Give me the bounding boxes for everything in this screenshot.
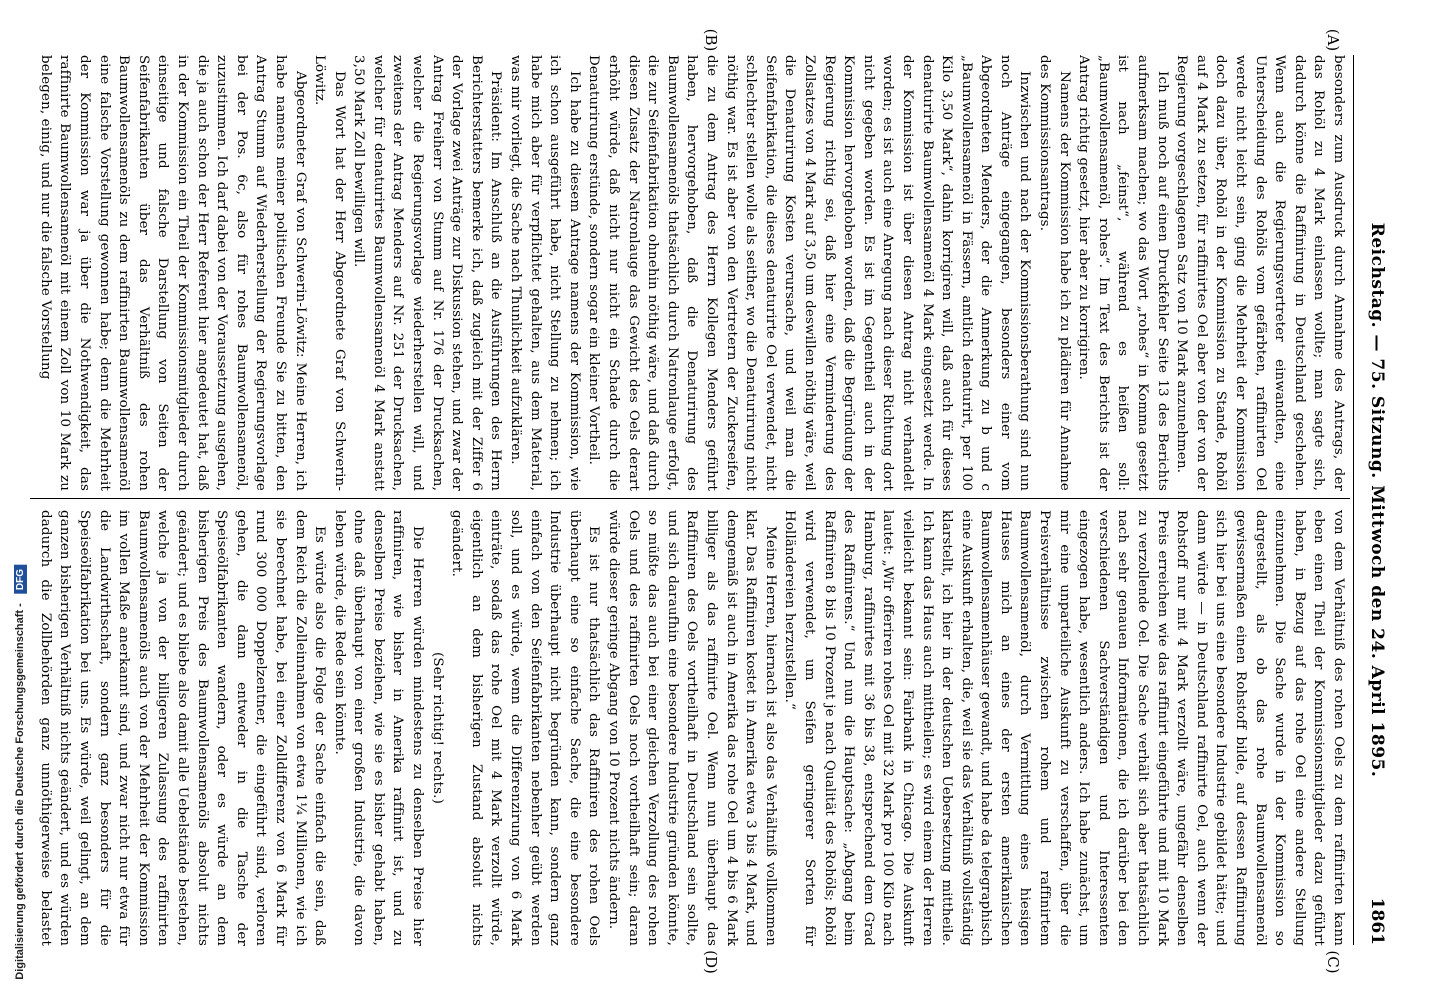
paragraph: Ich muß noch auf einen Druckfehler Seite 13 des Berichts aufmerksam machen; wo das Wort „rohes“ in Komma gesetzt ist nach „feinst“, während es heißen soll: „Baumwollensamenöl, rohes“. Im Text des Berichts ist der Antrag richtig gesetzt, hier aber zu korrigiren. <box>1076 55 1170 491</box>
running-head: Reichstag. — 75. Sitzung. Mittwoch den 24. April 1895. <box>1367 222 1387 778</box>
right-column <box>38 510 1348 946</box>
page-header <box>1360 55 1394 945</box>
digitization-text: Digitalisierung gefördert durch die Deutsche Forschungsgemeinschaft - <box>14 603 27 980</box>
paragraph: Die Herren würden mindestens zu denselben Preise hier raffiniren, wie bisher in Amerika raffinirt ist, und zu denselben Preise beziehen, wie sie es bisher gehabt haben, ohne daß überhaupt von einer großen Industrie, die davon leben würde, die Rede sein könnte. <box>331 510 426 946</box>
paragraph: Inzwischen und nach der Kommissionsberathung sind nun noch Anträge eingegangen, besonders einer vom Abgeordneten Menders, der die Anmerkung zu b und c „Baumwollensamenöl in Fässern, amtlich denaturirt, per 100 Kilo 3,50 Mark“, dahin korrigiren will, daß auch für dieses denaturirte Baumwollensamenöl 4 Mark eingesetzt werde. In der Kommission ist über diesen Antrag nicht verhandelt worden; es ist auch eine Anregung nach dieser Richtung dort nicht gegeben worden. Es ist im Gegentheil auch in der Kommission hervorgehoben worden, daß die Begründung der Regierung richtig sei, daß hier eine Verminderung des Zollsatzes von 4 Mark auf 3,50 um deswillen nöthig wäre, weil die Denaturirung Kosten verursache, und weil man die Seifenfabrikation, die dieses denaturirte Oel verwendet, nicht schlechter stellen wolle als seither, wo die Denaturirung nicht nöthig war. Es ist aber von den Vertretern der Zuckerseifen, die zu dem Antrag des Herrn Kollegen Menders geführt haben, hervorgehoben, daß die Denaturirung des Baumwollensamenöls thatsächlich durch Natronlauge erfolgt, die zur Seifenfabrikation ohnehin nöthig wäre, und daß durch diesen Zusatz der Natronlauge das Gewicht des Oels derart erhöht würde, daß nicht nur nicht ein Schade durch die Denaturirung erstünde, sondern sogar ein kleiner Vortheil. <box>586 55 1033 491</box>
left-column <box>38 55 1348 491</box>
margin-mark-c: (C) <box>1324 950 1342 974</box>
digitization-notice <box>6 20 36 980</box>
paragraph: Das Wort hat der Herr Abgeordnete Graf von Schwerin-Löwitz. <box>312 55 347 491</box>
paragraph: Es ist nur thatsächlich das Raffiniren des rohen Oels überhaupt eine so einfache Sache, die eine besondere Industrie überhaupt nicht begründen kann, sondern ganz einfach von den Seifenfabrikanten nebenher geübt werden soll, und es würde, wenn die Differenzirung von 6 Mark einträte, sodaß das rohe Oel mit 4 Mark verzollt würde, eigentlich an dem bisherigen Zustand absolut nichts geändert. <box>449 510 602 946</box>
header-rule <box>1353 55 1354 945</box>
paragraph: Abgeordneter Graf von Schwerin-Löwitz: Meine Herren, ich habe namens meiner politischen Freunde Sie zu bitten, den Antrag Stumm auf Wiederherstellung der Regierungsvorlage bei der Pos. 6c, also für rohes Baumwollensamenöl, zuzustimmen. Ich darf dabei von der Voraussetzung ausgehen, die ja auch schon der Herr Referent hier angedeutet hat, daß in der Kommission ein Theil der Kommissionsmitglieder durch einseitige und falsche Darstellung von Seiten der Seifenfabrikanten über das Verhältniß des rohen Baumwollensamenöls zu dem raffinirten Baumwollensamenöl eine falsche Vorstellung gewonnen habe; denn die Mehrheit der Kommission war ja über die Nothwendigkeit, das raffinirte Baumwollensamenöl mit einem Zoll von 10 Mark zu belegen, einig, und nur die falsche Vorstellung <box>38 55 308 491</box>
paragraph: Es würde also die Folge der Sache einfach die sein, daß dem Reich die Zolleinnahmen von etwa 1¼ Millionen, wie ich sie berechnet habe, bei einer Zolldifferenz von 6 Mark für rund 300 000 Doppelzentner, die eingeführt sind, verloren gehen, die dann entweder in die Tasche der Speiseölfabrikanten wandern, oder es würde an dem bisherigen Preis des Baumwollensamenöls absolut nichts geändert; und es bliebe also damit alle Uebelstände bestehen, welche ja von der billigeren Zulassung des raffinirten Baumwollensamenöls auch von der Mehrheit der Kommission im vollen Maße anerkannt sind, und zwar nicht nur etwa für die Landwirthschaft, sondern ganz besonders für die Speiseölfabrikation bei uns. Es würde, weil gelingt, an dem ganzen bisherigen Verhältniß nichts geändert, und es würden dadurch die Zollbehörden ganz unnöthigerweise belastet <box>38 510 328 946</box>
margin-mark-b: (B) <box>702 28 720 52</box>
paragraph: von dem Verhältniß des rohen Oels zu dem raffinirten kann eben einen Theil der Kommissionsmitglieder dazu geführt haben, in Bezug auf das rohe Oel eine andere Stellung einzunehmen. Die Sache wurde in der Kommission so dargestellt, als ob das rohe Baumwollensamenöl gewissermaßen einen Rohstoff bilde, auf dessen Raffinirung sich hier bei uns eine besondere Industrie gebildet hätte; und dann würde — in Deutschland raffinirte Oel, auch wenn der Rohstoff nur mit 4 Mark verzollt wäre, ungefähr denselben Preis erreichen wie das raffinirt eingeführte und mit 10 Mark zu verzollende Oel. Die Sache verhält sich aber thatsächlich nach sehr genauen Informationen, die ich darüber bei den verschiedenen Sachverständigen und Interessenten eingezogen habe, wesentlich anders. Ich habe zunächst, um mir eine unparteiliche Auskunft zu verschaffen, über die Preisverhältnisse zwischen rohem und raffinirtem Baumwollensamenöl, durch Vermittlung eines hiesigen Hauses mich an eines der ersten amerikanischen Baumwollensamenhäuser gewandt, und habe da telegraphisch eine Auskunft erhalten, die, weil sie das Verhältniß vollständig klarstellt, ich hier in der deutschen Uebersetzung mittheile. Ich kann das Haus auch mittheilen; es wird einem der Herren vielleicht bekannt sein: Fairbank in Chicago. Die Auskunft lautet: „Wir offeriren rohes Oel mit 32 Mark pro 100 Kilo nach Hamburg, raffinirtes mit 36 bis 38, entsprechend dem Grad des Raffinirens.“ Und nun die Hauptsache: „Abgang beim Raffiniren 8 bis 10 Prozent je nach Qualität des Rohöls; Rohöl wird verwendet, um Seifen geringerer Sorten für Holländereien herzustellen.“ <box>782 510 1346 946</box>
paragraph: Ich habe zu diesem Antrage namens der Kommission, wie ich schon ausgeführt habe, nicht Stellung zu nehmen; ich habe mich aber für verpflichtet gehalten, aus dem Material, was mir vorliegt, die Sache nach Thunlichkeit aufzuklären. <box>508 55 582 491</box>
paragraph: Namens der Kommission habe ich zu plädiren für Annahme des Kommissionsantrags. <box>1037 55 1072 491</box>
dfg-logo: DFG <box>15 565 28 594</box>
page-number: 1861 <box>1367 897 1387 945</box>
paragraph: Präsident: Im Anschluß an die Ausführungen des Herrn Berichterstatters bemerke ich, daß zugleich mit der Ziffer 6 der Vorlage zwei Anträge zur Diskussion stehen, und zwar der Antrag Freiherr von Stumm auf Nr. 176 der Drucksachen, welcher die Regierungsvorlage wiederherstellen will, und zweitens der Antrag Menders auf Nr. 251 der Drucksachen, welcher für denaturirtes Baumwollensamenöl 4 Mark anstatt 3,50 Mark Zoll bewilligen will. <box>351 55 504 491</box>
paragraph: besonders zum Ausdruck durch Annahme des Antrags, der das Rohöl zu 4 Mark einlassen wollte; man sagte sich, dadurch könne die Raffinirung in Deutschland geschehen. Wenn auch die Regierungsvertreter einwandten, eine Unterscheidung des Rohöls vom gefärbten, raffinirten Oel werde nicht leicht sein, ging die Mehrheit der Kommission doch dazu über, Rohöl in der Kommission zu Stande, Rohöl auf 4 Mark zu setzen, für raffinirtes Oel aber von der von der Regierung vorgeschlagenen Satz von 10 Mark anzunehmen. <box>1174 55 1346 491</box>
interjection: (Sehr richtig! rechts.) <box>429 652 445 804</box>
paragraph: Meine Herren, hiernach ist also das Verhältniß vollkommen klar. Das Raffiniren kostet in Amerika etwa 3 bis 4 Mark, und demgemäß ist auch in Amerika das rohe Oel um 4 bis 6 Mark billiger als das raffinirte Oel. Wenn nun überhaupt das Raffiniren des Oels vortheilhaft in Deutschland sein sollte, und sich daraufhin eine besondere Industrie gründen könnte, so müßte das auch bei einer gleichen Verzollung des rohen Oels und des raffinirten Oels noch vortheilhaft sein; daran würde dieser geringe Abgang von 10 Prozent nichts ändern. <box>606 510 778 946</box>
margin-mark-a: (A) <box>1324 28 1342 52</box>
margin-mark-d: (D) <box>702 950 720 974</box>
column-divider <box>30 498 1350 499</box>
